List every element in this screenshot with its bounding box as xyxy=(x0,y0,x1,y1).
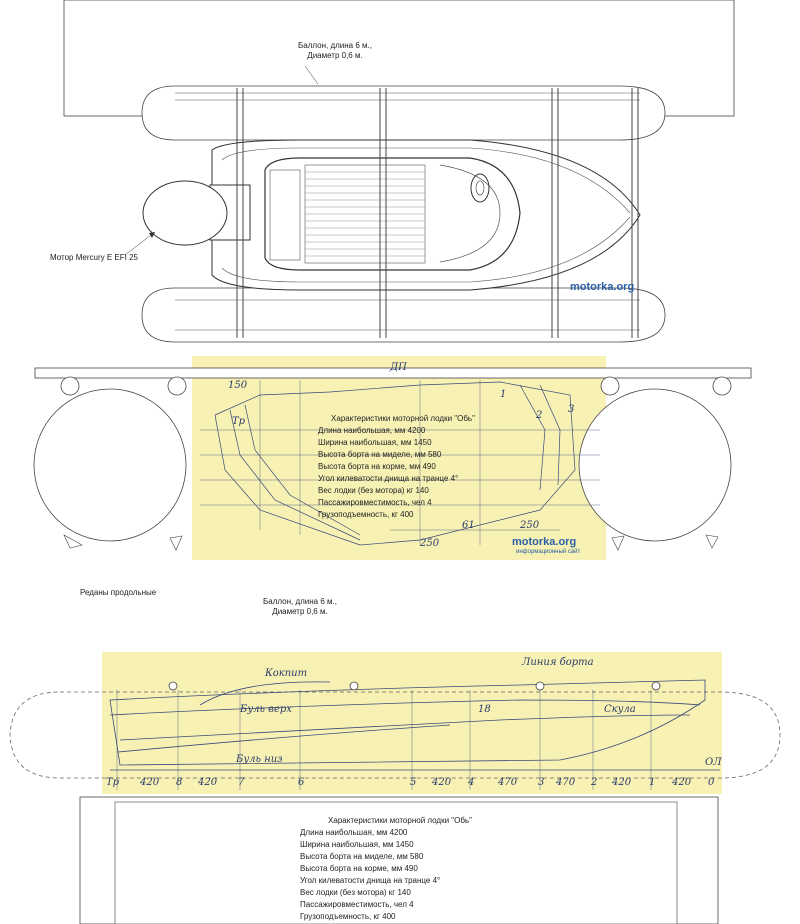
motor-ellipse xyxy=(143,181,227,245)
svg-text:420: 420 xyxy=(432,777,452,788)
upper-pontoon xyxy=(142,86,665,140)
top-watermark: motorka.org xyxy=(570,281,635,293)
svg-text:420: 420 xyxy=(612,777,632,788)
redany-label: Реданы продольные xyxy=(80,588,157,597)
svg-text:3: 3 xyxy=(538,777,545,788)
svg-text:motorka.org: motorka.org xyxy=(512,536,577,548)
dp-label: ДП xyxy=(390,362,407,373)
svg-text:1: 1 xyxy=(500,389,507,400)
svg-text:6: 6 xyxy=(298,777,305,788)
left-balloon-section xyxy=(34,389,186,541)
svg-text:150: 150 xyxy=(228,380,248,391)
svg-text:420: 420 xyxy=(198,777,218,788)
svg-text:0: 0 xyxy=(708,777,715,788)
svg-text:Скула: Скула xyxy=(604,704,636,715)
svg-text:Тр: Тр xyxy=(106,777,120,788)
section-spec-table: Характеристики моторной лодки "Обь" Длина наибольшая, мм 4200 Ширина наибольшая, мм 1450 Высота борта на миделе, мм 580 Высота борта на корме, мм 490 Угол килеватости днища на транце 4° Вес лодки (без мотора) кг 140 Пассажировместимость, чел 4 Грузоподъемность, кг 400 xyxy=(318,413,488,521)
station-labels xyxy=(106,777,715,788)
svg-text:7: 7 xyxy=(238,777,245,788)
svg-text:информационный сайт: информационный сайт xyxy=(516,549,581,555)
svg-text:4: 4 xyxy=(468,777,475,788)
svg-text:Линия борта: Линия борта xyxy=(522,657,594,668)
svg-text:Тр: Тр xyxy=(232,416,246,427)
right-balloon-section xyxy=(579,389,731,541)
bottom-spec-table: Характеристики моторной лодки "Обь" Длина наибольшая, мм 4200 Ширина наибольшая, мм 1450 Высота борта на миделе, мм 580 Высота борта на корме, мм 490 Угол килеватости днища на транце 4° Вес лодки (без мотора) кг 140 Пассажировместимость, чел 4 Грузоподъемность, кг 400 xyxy=(300,815,500,923)
svg-text:Буль верх: Буль верх xyxy=(240,704,292,715)
svg-text:Буль низ: Буль низ xyxy=(236,754,283,765)
section-spec-title: Характеристики моторной лодки "Обь" xyxy=(331,414,475,423)
svg-text:ОЛ: ОЛ xyxy=(705,757,722,768)
motor-label: Мотор Mercury E EFI 25 xyxy=(50,253,138,262)
svg-text:470: 470 xyxy=(556,777,576,788)
svg-text:Кокпит: Кокпит xyxy=(265,668,308,679)
svg-text:61: 61 xyxy=(462,520,475,531)
svg-text:1: 1 xyxy=(649,777,656,788)
section-balloon-label: Баллон, длина 6 м., Диаметр 0,6 м. xyxy=(263,597,337,616)
bottom-spec-title: Характеристики моторной лодки "Обь" xyxy=(328,816,472,825)
svg-text:8: 8 xyxy=(176,777,183,788)
svg-text:2: 2 xyxy=(591,777,598,788)
lower-pontoon xyxy=(142,288,665,342)
top-balloon-label: Баллон, длина 6 м., Диаметр 0,6 м. xyxy=(298,41,372,60)
svg-text:250: 250 xyxy=(520,520,540,531)
svg-text:420: 420 xyxy=(672,777,692,788)
svg-text:18: 18 xyxy=(478,704,491,715)
svg-text:420: 420 xyxy=(140,777,160,788)
svg-text:470: 470 xyxy=(498,777,518,788)
svg-text:250: 250 xyxy=(420,538,440,549)
svg-text:3: 3 xyxy=(568,404,575,415)
svg-text:5: 5 xyxy=(410,777,417,788)
svg-text:2: 2 xyxy=(536,410,543,421)
